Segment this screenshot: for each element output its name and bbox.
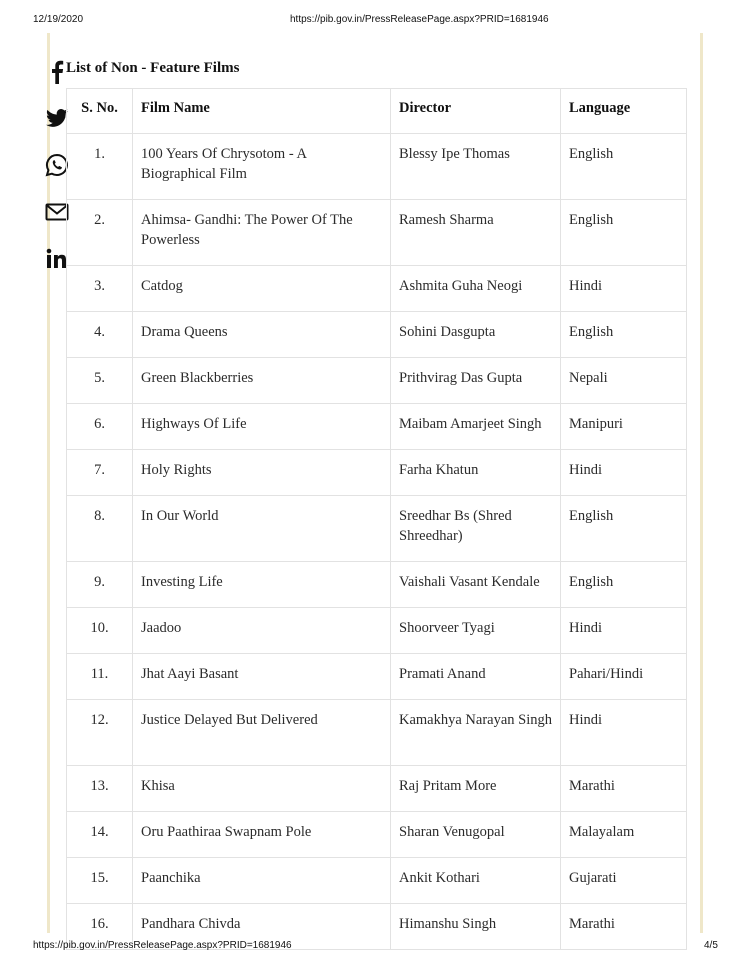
- table-row: [67, 654, 687, 700]
- cell-language: English: [561, 134, 687, 200]
- cell-sno: 7.: [67, 450, 133, 496]
- cell-director: Ankit Kothari: [391, 858, 561, 904]
- cell-film-name: Green Blackberries: [133, 358, 391, 404]
- section-title: List of Non - Feature Films: [66, 60, 240, 76]
- cell-language: English: [561, 562, 687, 608]
- cell-film-name: In Our World: [133, 496, 391, 562]
- cell-film-name: 100 Years Of Chrysotom - A Biographical Film: [133, 134, 391, 200]
- cell-director: Sreedhar Bs (Shred Shreedhar): [391, 496, 561, 562]
- cell-film-name: Oru Paathiraa Swapnam Pole: [133, 812, 391, 858]
- cell-director: Prithvirag Das Gupta: [391, 358, 561, 404]
- cell-sno: 10.: [67, 608, 133, 654]
- cell-director: Sohini Dasgupta: [391, 312, 561, 358]
- cell-director: Pramati Anand: [391, 654, 561, 700]
- cell-sno: 4.: [67, 312, 133, 358]
- cell-sno: 12.: [67, 700, 133, 766]
- cell-language: English: [561, 200, 687, 266]
- cell-language: Hindi: [561, 450, 687, 496]
- cell-sno: 16.: [67, 904, 133, 950]
- cell-language: English: [561, 312, 687, 358]
- header-sno: S. No.: [67, 89, 133, 134]
- page-border-right: [700, 33, 703, 933]
- table-row: [67, 200, 687, 266]
- header-film-name: Film Name: [133, 89, 391, 134]
- cell-film-name: Paanchika: [133, 858, 391, 904]
- table-row: [67, 450, 687, 496]
- cell-director: Vaishali Vasant Kendale: [391, 562, 561, 608]
- cell-sno: 14.: [67, 812, 133, 858]
- cell-language: Hindi: [561, 608, 687, 654]
- cell-film-name: Investing Life: [133, 562, 391, 608]
- cell-language: Gujarati: [561, 858, 687, 904]
- cell-film-name: Catdog: [133, 266, 391, 312]
- cell-sno: 15.: [67, 858, 133, 904]
- cell-director: Shoorveer Tyagi: [391, 608, 561, 654]
- table-row: [67, 358, 687, 404]
- cell-sno: 8.: [67, 496, 133, 562]
- cell-sno: 1.: [67, 134, 133, 200]
- cell-language: Hindi: [561, 700, 687, 766]
- cell-film-name: Holy Rights: [133, 450, 391, 496]
- cell-director: Maibam Amarjeet Singh: [391, 404, 561, 450]
- cell-sno: 13.: [67, 766, 133, 812]
- non-feature-films-table: [66, 88, 687, 950]
- table-row: [67, 766, 687, 812]
- cell-sno: 3.: [67, 266, 133, 312]
- table-row: [67, 812, 687, 858]
- cell-sno: 11.: [67, 654, 133, 700]
- print-url-header: https://pib.gov.in/PressReleasePage.aspx?PRID=1681946: [290, 14, 549, 25]
- cell-language: English: [561, 496, 687, 562]
- cell-director: Ramesh Sharma: [391, 200, 561, 266]
- cell-film-name: Highways Of Life: [133, 404, 391, 450]
- cell-director: Himanshu Singh: [391, 904, 561, 950]
- table-row: [67, 562, 687, 608]
- cell-film-name: Khisa: [133, 766, 391, 812]
- table-row: [67, 700, 687, 766]
- cell-director: Farha Khatun: [391, 450, 561, 496]
- table-header-row: [67, 89, 687, 134]
- cell-director: Ashmita Guha Neogi: [391, 266, 561, 312]
- cell-language: Marathi: [561, 766, 687, 812]
- cell-film-name: Jhat Aayi Basant: [133, 654, 391, 700]
- table-row: [67, 496, 687, 562]
- cell-director: Sharan Venugopal: [391, 812, 561, 858]
- table-row: [67, 858, 687, 904]
- cell-film-name: Pandhara Chivda: [133, 904, 391, 950]
- print-url-footer: https://pib.gov.in/PressReleasePage.aspx?PRID=1681946: [33, 940, 292, 951]
- cell-language: Marathi: [561, 904, 687, 950]
- cell-sno: 5.: [67, 358, 133, 404]
- cell-director: Blessy Ipe Thomas: [391, 134, 561, 200]
- table-row: [67, 134, 687, 200]
- cell-language: Nepali: [561, 358, 687, 404]
- table-row: [67, 404, 687, 450]
- cell-film-name: Drama Queens: [133, 312, 391, 358]
- cell-director: Raj Pritam More: [391, 766, 561, 812]
- cell-film-name: Justice Delayed But Delivered: [133, 700, 391, 766]
- cell-sno: 6.: [67, 404, 133, 450]
- cell-sno: 2.: [67, 200, 133, 266]
- cell-film-name: Ahimsa- Gandhi: The Power Of The Powerless: [133, 200, 391, 266]
- cell-language: Pahari/Hindi: [561, 654, 687, 700]
- table-row: [67, 266, 687, 312]
- cell-language: Manipuri: [561, 404, 687, 450]
- table-row: [67, 312, 687, 358]
- header-director: Director: [391, 89, 561, 134]
- page-number: 4/5: [704, 940, 718, 951]
- cell-language: Hindi: [561, 266, 687, 312]
- table-row: [67, 608, 687, 654]
- cell-sno: 9.: [67, 562, 133, 608]
- cell-film-name: Jaadoo: [133, 608, 391, 654]
- header-language: Language: [561, 89, 687, 134]
- cell-director: Kamakhya Narayan Singh: [391, 700, 561, 766]
- cell-language: Malayalam: [561, 812, 687, 858]
- print-date: 12/19/2020: [33, 14, 84, 25]
